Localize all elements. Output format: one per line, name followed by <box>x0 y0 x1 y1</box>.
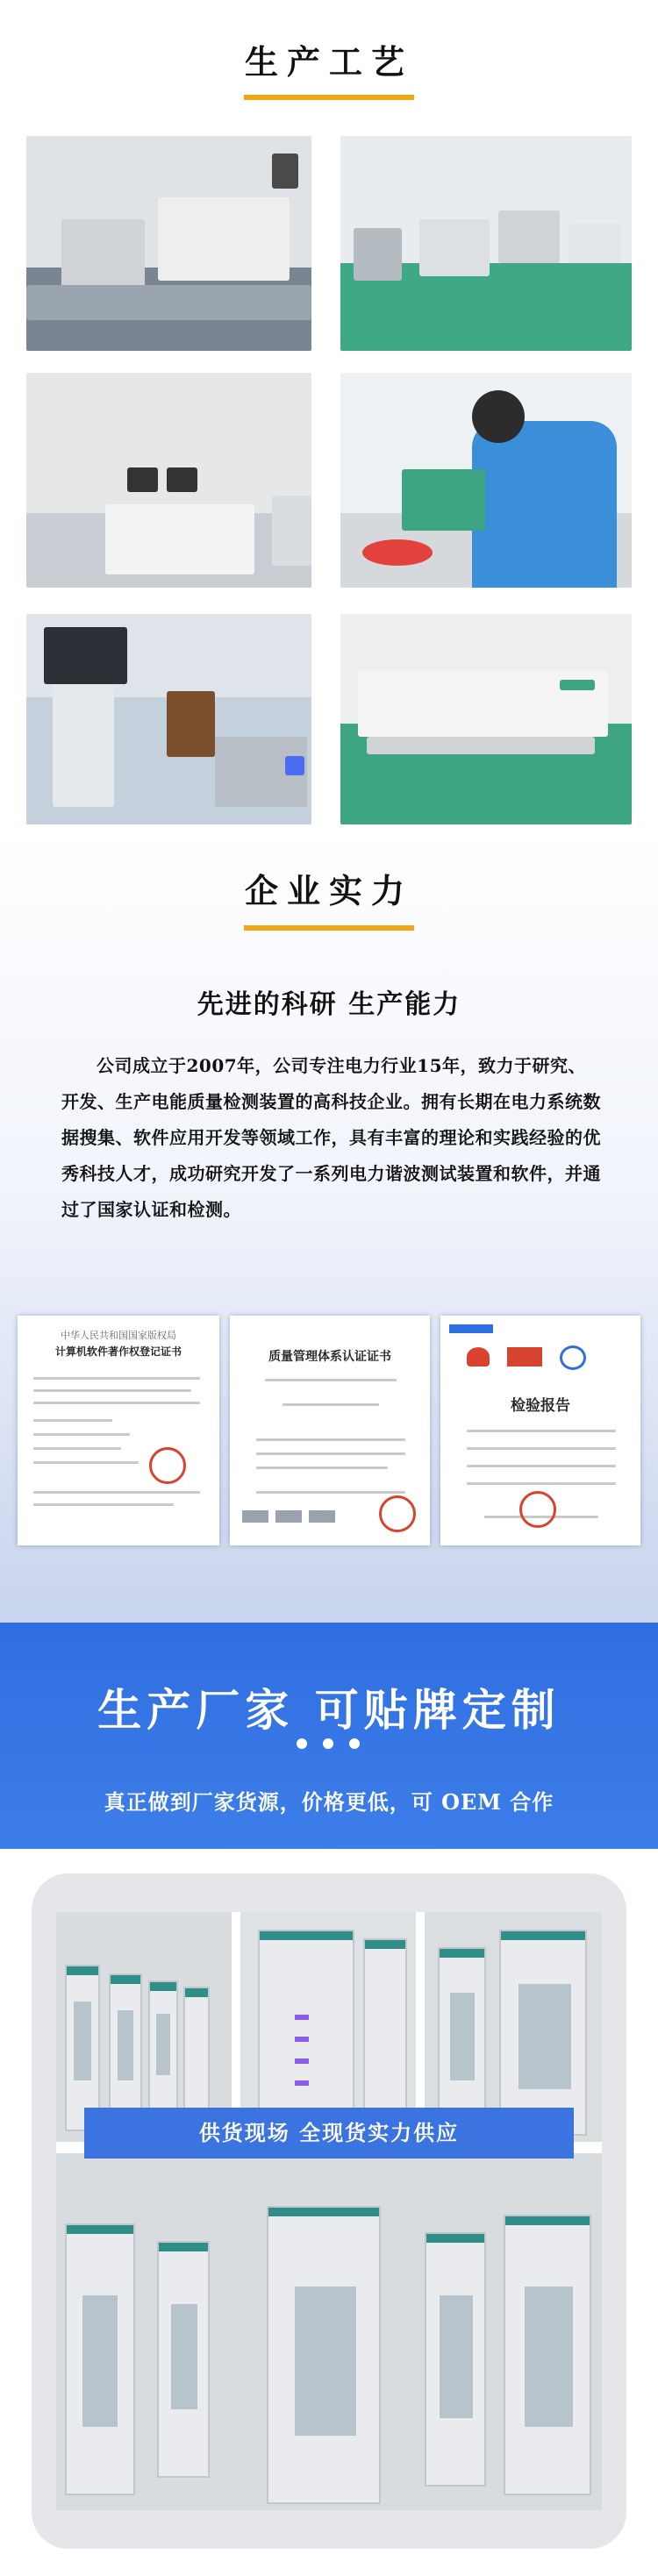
dot-icon <box>297 1738 307 1749</box>
cnas-logo-icon <box>309 1510 335 1523</box>
supply-label-bar <box>84 2108 574 2159</box>
banner-subtitle: 真正做到厂家货源，价格更低，可 OEM 合作 <box>104 1789 554 1815</box>
process-section-title: 生产工艺 <box>244 42 413 82</box>
company-strength-section <box>0 829 658 1623</box>
banner-dots <box>297 1738 361 1751</box>
certificate-title: 质量管理体系认证证书 <box>268 1350 391 1364</box>
supply-photo-frame <box>32 1873 626 2549</box>
process-title-underline <box>244 95 414 100</box>
dot-icon <box>323 1738 333 1749</box>
certificate-software-copyright <box>18 1316 219 1545</box>
photo-cabinet-warehouse <box>56 2153 602 2510</box>
supply-photo-collage <box>56 1912 602 2510</box>
oem-banner-section <box>0 1623 658 1849</box>
strength-subtitle: 先进的科研 生产能力 <box>197 989 461 1020</box>
certificate-quality-management <box>230 1316 430 1545</box>
red-seal-icon <box>379 1495 416 1532</box>
certificate-header: 中华人民共和国国家版权局 <box>61 1330 176 1341</box>
dot-icon <box>349 1738 360 1749</box>
photo-smt-production-line <box>26 136 311 351</box>
strength-section-title: 企业实力 <box>244 871 413 910</box>
cnas-mark-icon <box>560 1345 586 1370</box>
supply-label: 供货现场 全现货实力供应 <box>198 2120 460 2145</box>
banner-title: 生产厂家 可贴牌定制 <box>97 1684 561 1736</box>
cma-mark-icon <box>507 1347 542 1366</box>
red-seal-icon <box>149 1447 186 1484</box>
photo-test-instrument-cart <box>26 614 311 824</box>
certificate-title: 计算机软件著作权登记证书 <box>54 1345 182 1358</box>
supply-site-section <box>0 1849 658 2576</box>
cma-mark-icon <box>467 1347 490 1366</box>
photo-microscope-inspection <box>340 373 632 588</box>
sgs-logo-icon <box>242 1510 268 1523</box>
production-process-section <box>0 0 658 829</box>
strength-title-underline <box>244 925 414 931</box>
photo-workshop-green-floor <box>340 136 632 351</box>
company-intro-paragraph: 公司成立于2007年，公司专注电力行业15年，致力于研究、开发、生产电能质量检测装置的高科技企业。拥有长期在电力系统数据搜集、软件应用开发等领域工作，具有丰富的理论和实践经验的优秀科技人才，成功研究开发了一系列电力谐波测试装置和软件，并通过了国家认证和检测。 <box>61 1055 601 1220</box>
certificate-title: 检验报告 <box>511 1397 570 1415</box>
red-seal-icon <box>519 1491 556 1528</box>
iaf-logo-icon <box>275 1510 302 1523</box>
lab-logo-icon <box>449 1324 493 1333</box>
photo-solder-paste-printer <box>26 373 311 588</box>
certificate-inspection-report <box>440 1316 640 1545</box>
photo-reflow-oven <box>340 614 632 824</box>
